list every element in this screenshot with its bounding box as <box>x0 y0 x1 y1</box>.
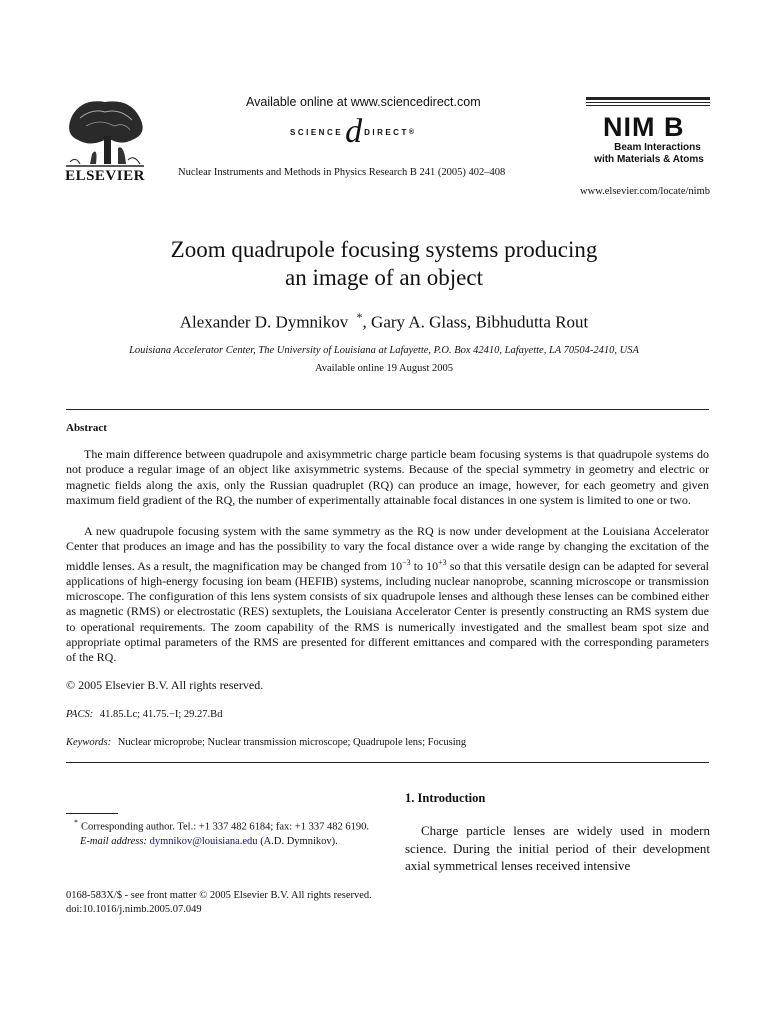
sciencedirect-logo <box>290 113 415 150</box>
paper-title-line-1: Zoom quadrupole focusing systems producing <box>170 237 598 262</box>
abstract-paragraph-2 <box>66 524 709 666</box>
journal-url-link[interactable]: www.elsevier.com/locate/nimb <box>580 186 710 197</box>
author-list <box>0 310 768 333</box>
issn-line: 0168-583X/$ - see front matter © 2005 Elsevier B.V. All rights reserved. <box>66 890 372 901</box>
paper-title-line-2: an image of an object <box>285 265 483 290</box>
front-matter <box>66 889 372 917</box>
doi-line[interactable]: doi:10.1016/j.nimb.2005.07.049 <box>66 904 202 915</box>
footnote-email-label: E-mail address: <box>80 835 147 847</box>
pacs-line <box>66 709 222 720</box>
journal-logo-rules <box>586 97 710 108</box>
available-online-date: Available online 19 August 2005 <box>314 363 454 374</box>
footnote-email-link[interactable]: dymnikov@louisiana.edu <box>149 835 258 847</box>
abstract-paragraph-2-part-a: A new quadrupole focusing system with the same symmetry as the RQ is now under development at the Louisiana Accelerator Center that produces an image and has the possibility to vary the focal distance over a wide range by changing the excitation of the middle lenses. As a result, the magnification may be changed from 10 <box>66 524 709 573</box>
abstract-paragraph-2-part-b: to 10 <box>410 558 439 573</box>
footnote-mark: * <box>74 818 78 827</box>
publisher-name: ELSEVIER <box>65 168 145 184</box>
sciencedirect-d-mark: d <box>345 113 363 150</box>
keywords-value: Nuclear microprobe; Nuclear transmission microscope; Quadrupole lens; Focusing <box>117 737 467 748</box>
abstract-paragraph-2-part-c: so that this versatile design can be adapted for several applications of high-energy focusing ion beam (HEFIB) systems, including nuclear nanoprobe, scanning microscope or transmission microscope. The configuration of this lens system consists of six quadrupole lenses and although these lenses can be combined either as magnetic (RMS) or electrostatic (RES) sextuplets, the Louisiana Accelerator Center is presently constructing an RMS system due to operational requirements. The zoom capability of the RMS is numerically investigated and the smallest beam spot size and appropriate optimal parameters of the RMS are presented for different emittances and compared with the corresponding parameters of the RQ. <box>66 558 709 665</box>
keywords-label: Keywords: <box>66 737 112 748</box>
divider-top <box>66 409 709 410</box>
available-online-banner: Available online at www.sciencedirect.com <box>246 95 481 109</box>
journal-logo-title: NIM B <box>603 112 685 142</box>
introduction-text: Charge particle lenses are widely used in modern science. During the initial period of their development axial symmetrical lenses received intensive <box>405 823 710 873</box>
pacs-label: PACS: <box>66 709 94 720</box>
corresponding-author-mark[interactable]: * <box>356 310 363 324</box>
magnification-max-exponent: +3 <box>438 557 447 567</box>
section-heading-introduction: 1. Introduction <box>405 791 486 805</box>
footnote-email-owner: (A.D. Dymnikov). <box>260 835 338 847</box>
footnote-rule <box>66 813 118 814</box>
author-first: Alexander D. Dymnikov <box>179 312 349 332</box>
abstract-paragraph-1: The main difference between quadrupole and axisymmetric charge particle beam focusing systems is that quadrupole systems do not produce a regular image of an object like axisymmetric systems. Because of the special symmetry in geometry and electric or magnetic fields along the axis, only the Russian quadruplet (RQ) can produce an image, however, for each geometry and given maximum field gradient of the RQ, the number of experimentally attainable focal distances in one system is limited to one or two. <box>66 447 709 507</box>
pacs-value: 41.85.Lc; 41.75.−I; 29.27.Bd <box>99 709 223 720</box>
divider-bottom <box>66 762 709 763</box>
magnification-min-exponent: −3 <box>402 557 411 567</box>
keywords-line <box>66 737 466 748</box>
footnote <box>66 816 372 849</box>
sciencedirect-left-word: SCIENCE <box>290 127 344 137</box>
affiliation: Louisiana Accelerator Center, The University of Louisiana at Lafayette, P.O. Box 42410, Lafayette, LA 70504-2410, USA <box>129 345 639 356</box>
journal-logo-subtitle-1: Beam Interactions <box>614 142 701 153</box>
abstract-copyright: © 2005 Elsevier B.V. All rights reserved. <box>66 678 264 692</box>
registered-symbol: ® <box>408 128 415 136</box>
footnote-corresponding: Corresponding author. Tel.: +1 337 482 6184; fax: +1 337 482 6190. <box>81 821 369 833</box>
sciencedirect-right-word: DIRECT <box>364 127 409 137</box>
abstract-heading: Abstract <box>66 422 107 434</box>
author-rest: , Gary A. Glass, Bibhudutta Rout <box>362 312 589 332</box>
paper-title <box>0 236 768 292</box>
journal-citation: Nuclear Instruments and Methods in Physics Research B 241 (2005) 402–408 <box>178 167 506 178</box>
journal-logo-subtitle-2: with Materials & Atoms <box>594 154 704 165</box>
